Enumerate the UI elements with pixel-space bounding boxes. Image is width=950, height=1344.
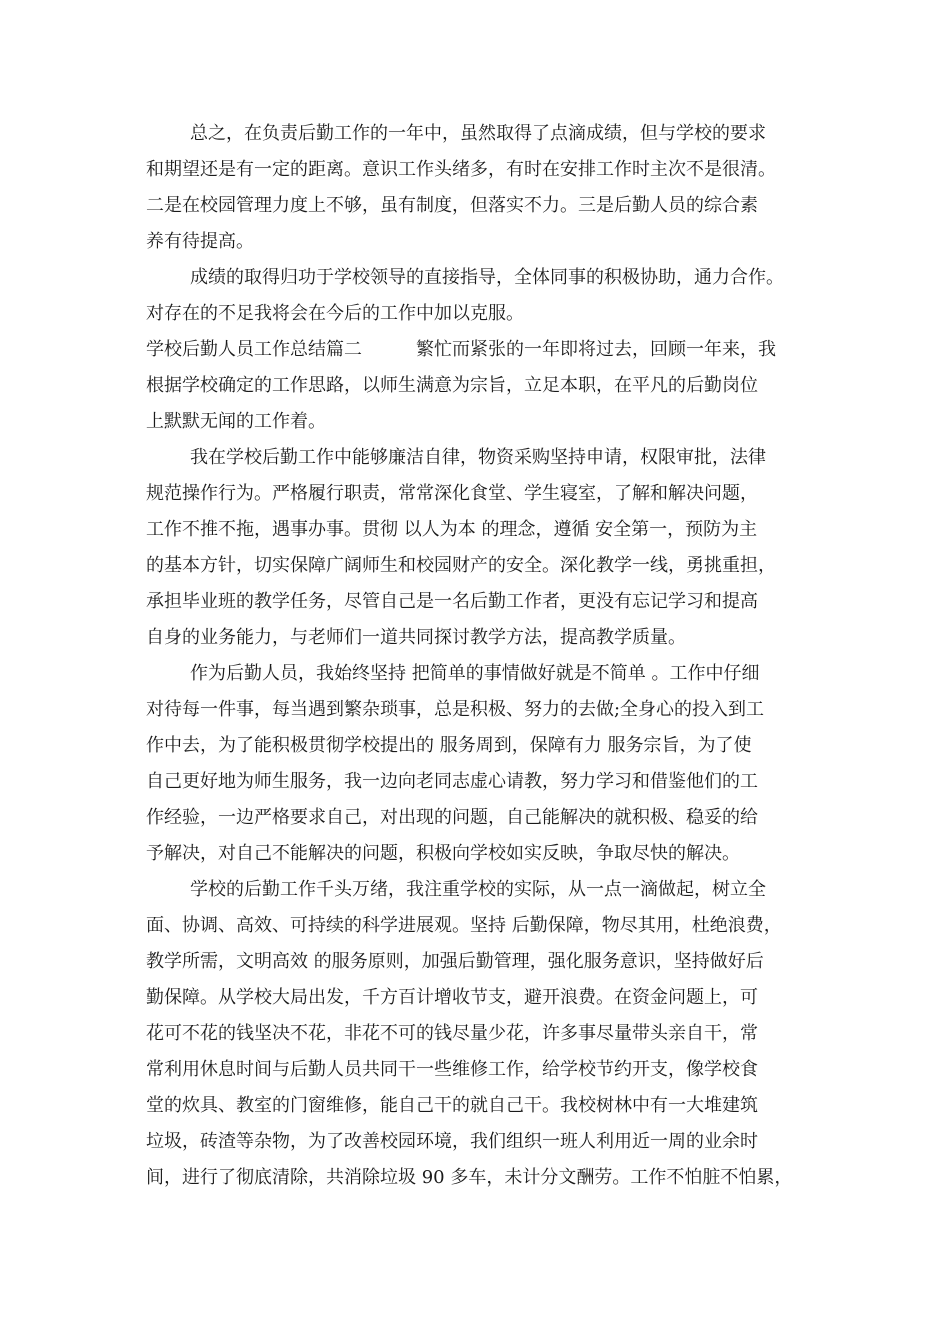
paragraph-line: 和期望还是有一定的距离。意识工作头绪多，有时在安排工作时主次不是很清。	[146, 159, 776, 180]
paragraph-line: 常利用休息时间与后勤人员共同干一些维修工作，给学校节约开支，像学校食	[146, 1059, 758, 1080]
paragraph-line: 根据学校确定的工作思路，以师生满意为宗旨，立足本职，在平凡的后勤岗位	[146, 375, 758, 396]
paragraph-line: 上默默无闻的工作着。	[146, 411, 326, 432]
paragraph-line: 承担毕业班的教学任务，尽管自己是一名后勤工作者，更没有忘记学习和提高	[146, 591, 758, 612]
paragraph-line: 养有待提高。	[146, 231, 254, 252]
paragraph-line: 作经验，一边严格要求自己，对出现的问题，自己能解决的就积极、稳妥的给	[146, 807, 758, 828]
paragraph-line: 作中去，为了能积极贯彻学校提出的 服务周到，保障有力 服务宗旨，为了使	[146, 735, 752, 756]
paragraph-line: 堂的炊具、教室的门窗维修，能自己干的就自己干。我校树林中有一大堆建筑	[146, 1095, 758, 1116]
paragraph-line: 自己更好地为师生服务，我一边向老同志虚心请教，努力学习和借鉴他们的工	[146, 771, 758, 792]
paragraph-line: 我在学校后勤工作中能够廉洁自律，物资采购坚持申请，权限审批，法律	[190, 447, 766, 468]
paragraph-line: 花可不花的钱坚决不花，非花不可的钱尽量少花，许多事尽量带头亲自干，常	[146, 1023, 758, 1044]
paragraph-line: 总之，在负责后勤工作的一年中，虽然取得了点滴成绩，但与学校的要求	[190, 123, 766, 144]
paragraph-line: 对存在的不足我将会在今后的工作中加以克服。	[146, 303, 524, 324]
paragraph-line: 面、协调、高效、可持续的科学进展观。坚持 后勤保障，物尽其用，杜绝浪费，	[146, 915, 782, 936]
paragraph-line: 规范操作行为。严格履行职责，常常深化食堂、学生寝室，了解和解决问题，	[146, 483, 758, 504]
paragraph-line: 学校的后勤工作千头万绪，我注重学校的实际，从一点一滴做起，树立全	[190, 879, 766, 900]
paragraph-line: 对待每一件事，每当遇到繁杂琐事，总是积极、努力的去做;全身心的投入到工	[146, 699, 765, 720]
paragraph-line: 作为后勤人员，我始终坚持 把简单的事情做好就是不简单 。工作中仔细	[190, 663, 760, 684]
paragraph-line: 的基本方针，切实保障广阔师生和校园财产的安全。深化教学一线，勇挑重担，	[146, 555, 776, 576]
paragraph-line: 二是在校园管理力度上不够，虽有制度，但落实不力。三是后勤人员的综合素	[146, 195, 758, 216]
paragraph-line: 教学所需，文明高效 的服务原则，加强后勤管理，强化服务意识，坚持做好后	[146, 951, 764, 972]
paragraph-line: 予解决，对自己不能解决的问题，积极向学校如实反映，争取尽快的解决。	[146, 843, 740, 864]
paragraph-line: 工作不推不拖，遇事办事。贯彻 以人为本 的理念，遵循 安全第一，预防为主	[146, 519, 758, 540]
document-body	[146, 116, 826, 1196]
paragraph-line: 垃圾，砖渣等杂物，为了改善校园环境，我们组织一班人利用近一周的业余时	[146, 1131, 758, 1152]
section-heading-line: 学校后勤人员工作总结篇二 繁忙而紧张的一年即将过去，回顾一年来，我	[146, 339, 776, 360]
paragraph-line: 勤保障。从学校大局出发，千方百计增收节支，避开浪费。在资金问题上，可	[146, 987, 758, 1008]
paragraph-line: 自身的业务能力，与老师们一道共同探讨教学方法，提高教学质量。	[146, 627, 686, 648]
paragraph-line: 成绩的取得归功于学校领导的直接指导，全体同事的积极协助，通力合作。	[190, 267, 784, 288]
paragraph-line: 间，进行了彻底清除，共消除垃圾 90 多车，未计分文酬劳。工作不怕脏不怕累，	[146, 1167, 793, 1188]
